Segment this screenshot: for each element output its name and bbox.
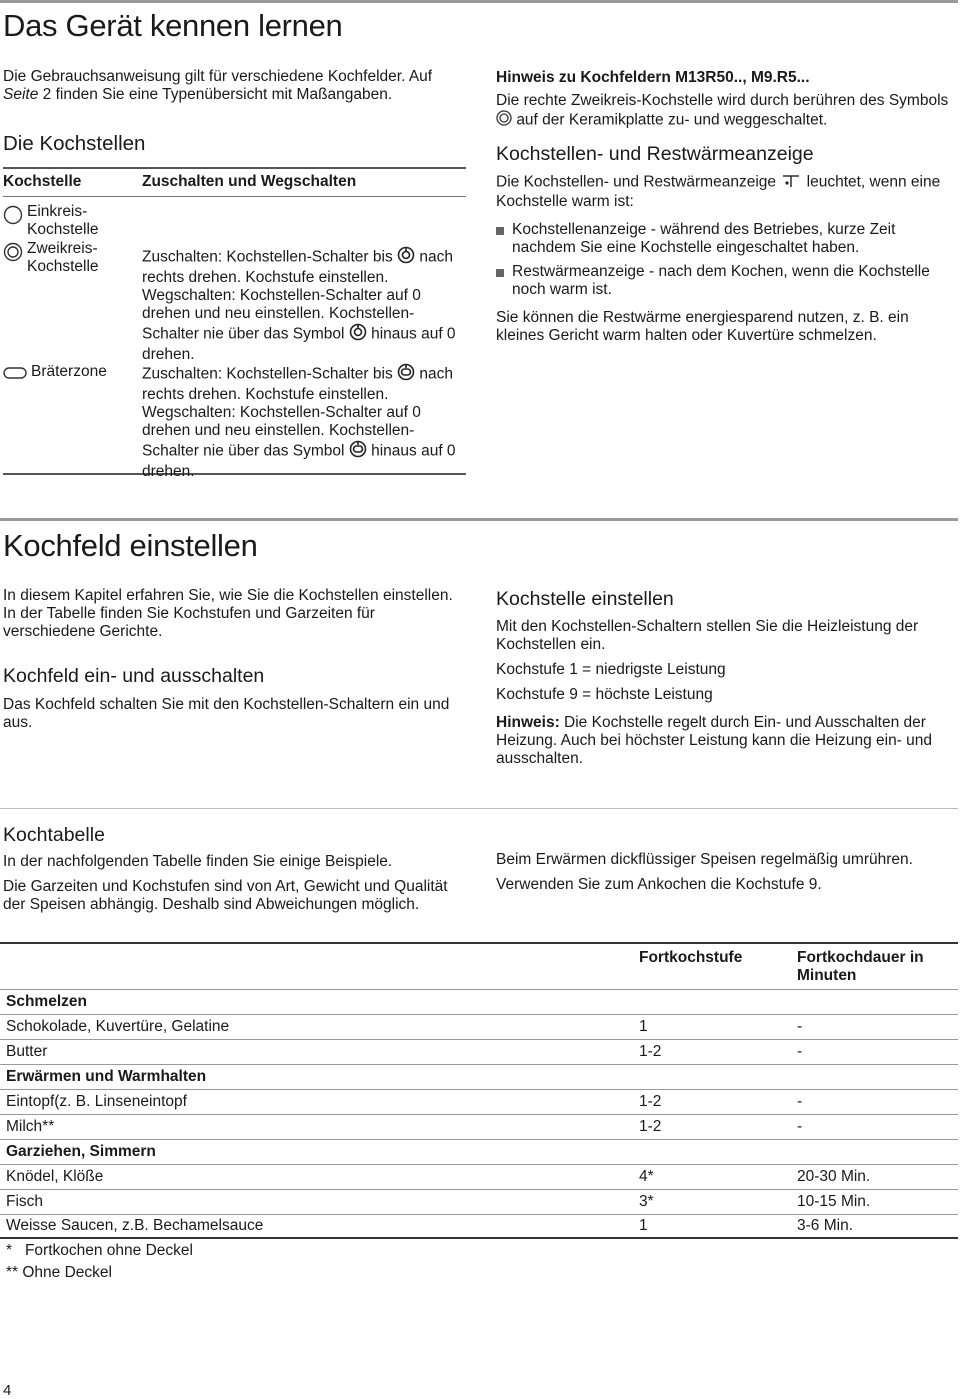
table-row xyxy=(0,1214,958,1239)
cook-time: - xyxy=(797,1018,803,1035)
single-circuit-icon xyxy=(3,205,23,230)
table-body xyxy=(0,989,958,1239)
footnotes: * Fortkochen ohne Deckel ** Ohne Deckel xyxy=(6,1242,193,1281)
residual-heat-text: Die Kochstellen- und Restwärmeanzeige leuchtet, wenn eine Kochstelle warm ist: xyxy=(496,173,941,210)
page-ref: Seite xyxy=(3,86,39,103)
cook-time: - xyxy=(797,1093,803,1110)
residual-heat-tip: Sie können die Restwärme energiesparend nutzen, z. B. ein kleines Gericht warm halten oder Kuvertüre schmelzen. xyxy=(496,309,909,344)
residual-heat-title: Kochstellen- und Restwärmeanzeige xyxy=(496,143,814,165)
table-row xyxy=(0,1039,958,1064)
cook-time: 10-15 Min. xyxy=(797,1193,871,1210)
dual-circuit-knob-icon xyxy=(349,323,367,346)
table-header: Kochstelle Zuschalten und Wegschalten xyxy=(3,173,357,190)
intro-text: Die Gebrauchsanweisung gilt für verschiedene Kochfelder. Auf Seite 2 finden Sie eine Typenübersicht mit Maßangaben. xyxy=(3,68,433,103)
dual-circuit-knob-icon xyxy=(397,246,415,269)
table-row: Zweikreis- Kochstelle Zuschalten: Kochstellen-Schalter bis nach rechts drehen. Kochstufe einstellen. Wegschalten: Kochstellen-Schalter auf 0 drehen und neu einstellen. Kochstellen-Schalter nie über das Symbol hinaus auf 0 drehen. xyxy=(3,240,466,359)
page-number: 4 xyxy=(3,1382,12,1399)
cook-level: 1-2 xyxy=(639,1118,662,1135)
section-rule xyxy=(0,518,958,521)
right-column-1 xyxy=(496,69,958,352)
hint-text: Hinweis: Die Kochstelle regelt durch Ein- und Ausschalten der Heizung. Auch bei höchster Leistung kann die Heizung ein- und ausschalten. xyxy=(496,714,933,767)
dish-name: Butter xyxy=(6,1043,48,1060)
dish-name: Eintopf(z. B. Linseneintopf xyxy=(6,1093,187,1110)
cook-level: 1 xyxy=(639,1217,648,1234)
kochfeld-intro: In diesem Kapitel erfahren Sie, wie Sie die Kochstellen einstellen. In der Tabelle finden Sie Kochstufen und Garzeiten für verschiedene Gerichte. xyxy=(3,587,453,640)
cook-time: 3-6 Min. xyxy=(797,1217,853,1234)
top-rule xyxy=(0,0,958,3)
cooking-table xyxy=(0,942,958,1239)
cook-time: - xyxy=(797,1043,803,1060)
section-rule xyxy=(0,808,958,809)
right-column-2 xyxy=(496,588,958,775)
cook-level: 4* xyxy=(639,1168,654,1185)
onoff-title: Kochfeld ein- und ausschalten xyxy=(3,665,265,687)
dish-name: Knödel, Klöße xyxy=(6,1168,104,1185)
cooking-zones-table xyxy=(3,167,466,480)
cook-level: 1 xyxy=(639,1018,648,1035)
dual-circuit-symbol-icon xyxy=(496,110,512,131)
roaster-zone-icon xyxy=(3,366,27,385)
left-column-3: Kochtabelle In der nachfolgenden Tabelle finden Sie einige Beispiele. Die Garzeiten und Kochstufen sind von Art, Gewicht und Qualität der Speisen abhängig. Deshalb sind Abweichungen möglich. xyxy=(3,824,463,921)
right-column-3: Beim Erwärmen dickflüssiger Speisen regelmäßig umrühren. Verwenden Sie zum Ankochen die Kochstufe 9. xyxy=(496,851,913,893)
cooking-zones-title: Die Kochstellen xyxy=(3,132,146,155)
set-zone-title: Kochstelle einstellen xyxy=(496,588,674,610)
table-row xyxy=(0,1014,958,1039)
table-row xyxy=(0,1114,958,1139)
list-item: Kochstellenanzeige - während des Betriebes, kurze Zeit nachdem Sie eine Kochstelle eingeschaltet haben. xyxy=(496,221,958,257)
bullet-icon xyxy=(496,269,504,277)
list-item: Restwärmeanzeige - nach dem Kochen, wenn die Kochstelle noch warm ist. xyxy=(496,263,958,299)
level-min: Kochstufe 1 = niedrigste Leistung xyxy=(496,661,726,678)
note-title: Hinweis zu Kochfeldern M13R50.., M9.R5... xyxy=(496,69,810,86)
cook-level: 3* xyxy=(639,1193,654,1210)
roaster-knob-icon xyxy=(349,440,367,463)
dish-name: Schmelzen xyxy=(6,993,87,1010)
table-header: Fortkochstufe Fortkochdauer in Minuten xyxy=(0,942,958,989)
onoff-text: Das Kochfeld schalten Sie mit den Kochstellen-Schaltern ein und aus. xyxy=(3,696,450,731)
cook-time: - xyxy=(797,1118,803,1135)
dish-name: Weisse Saucen, z.B. Bechamelsauce xyxy=(6,1217,264,1234)
residual-heat-indicator-icon xyxy=(780,172,802,193)
set-zone-text: Mit den Kochstellen-Schaltern stellen Sie die Heizleistung der Kochstellen ein. xyxy=(496,618,919,653)
dish-name: Milch** xyxy=(6,1118,55,1135)
table-group-row xyxy=(0,1064,958,1089)
table-row xyxy=(0,1089,958,1114)
bullet-icon xyxy=(496,227,504,235)
table-group-row xyxy=(0,1139,958,1164)
cooking-table-title: Kochtabelle xyxy=(3,824,105,846)
cook-level: 1-2 xyxy=(639,1043,662,1060)
table-group-row xyxy=(0,989,958,1014)
section-title-geraet: Das Gerät kennen lernen xyxy=(3,8,343,43)
table-row: Einkreis- Kochstelle xyxy=(3,197,466,240)
table-row xyxy=(0,1189,958,1214)
cook-time: 20-30 Min. xyxy=(797,1168,871,1185)
dish-name: Fisch xyxy=(6,1193,44,1210)
table-row xyxy=(0,1164,958,1189)
cook-level: 1-2 xyxy=(639,1093,662,1110)
table-row: Bräterzone Zuschalten: Kochstellen-Schalter bis nach rechts drehen. Kochstufe einstellen. Wegschalten: Kochstellen-Schalter auf 0 drehen und neu einstellen. Kochstellen-Schalter nie über das Symbol hinaus auf 0 drehen. xyxy=(3,359,466,473)
note-text: Die rechte Zweikreis-Kochstelle wird durch berühren des Symbols auf der Keramikplatte zu- und weggeschaltet. xyxy=(496,92,958,131)
section-title-kochfeld: Kochfeld einstellen xyxy=(3,528,258,563)
dish-name: Erwärmen und Warmhalten xyxy=(6,1068,207,1085)
dish-name: Garziehen, Simmern xyxy=(6,1143,156,1160)
dual-circuit-icon xyxy=(3,242,23,267)
left-column-2 xyxy=(3,587,463,739)
level-max: Kochstufe 9 = höchste Leistung xyxy=(496,686,713,703)
roaster-knob-icon xyxy=(397,363,415,386)
dish-name: Schokolade, Kuvertüre, Gelatine xyxy=(6,1018,230,1035)
